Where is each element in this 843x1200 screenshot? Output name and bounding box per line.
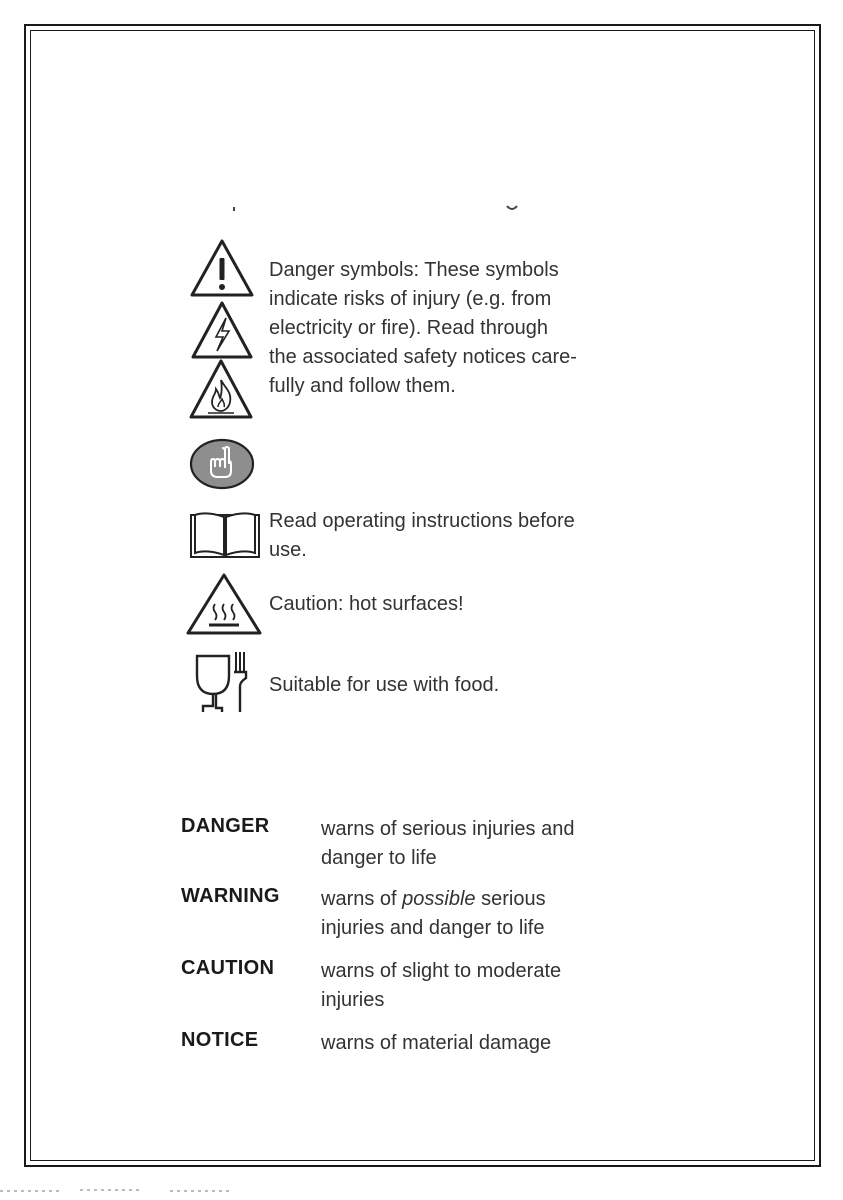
hot-surface-icon [185,572,263,636]
text-line: the associated safety notices care- [269,346,577,368]
scan-artifact [0,1182,300,1192]
text-line: injuries [321,989,385,1011]
cutoff-fragment [232,203,236,213]
book-icon [189,509,261,559]
text-line: use. [269,539,307,561]
text-line: danger to life [321,847,437,869]
fire-hazard-icon [188,358,254,420]
text-line: warns of material damage [321,1032,552,1054]
text-line: electricity or fire). Read through [269,317,549,339]
signal-desc-warning [321,885,651,943]
text-line: fully and follow them. [269,375,456,397]
signal-label-caution: CAUTION [181,957,275,979]
text-line: indicate risks of injury (e.g. from [269,288,552,310]
cutoff-fragment [506,203,510,213]
signal-label-danger: DANGER [181,815,270,837]
note-hand-icon [189,438,255,490]
signal-desc-danger [321,815,651,873]
electric-hazard-icon [190,300,254,360]
manual-description [269,507,575,565]
text-line: warns of possible serious [321,888,546,910]
text-line: Danger symbols: These symbols [269,259,559,281]
food-safe-description: Suitable for use with food. [269,674,500,696]
signal-desc-notice [321,1029,651,1058]
warning-triangle-icon [189,238,255,298]
text-line: Read operating instructions before [269,510,575,532]
signal-label-notice: NOTICE [181,1029,259,1051]
danger-symbols-description [269,256,577,401]
food-safe-icon [192,650,248,714]
signal-label-warning: WARNING [181,885,280,907]
signal-desc-caution [321,957,651,1015]
text-line: warns of slight to moderate [321,960,562,982]
text-line: injuries and danger to life [321,917,545,939]
hot-surface-description: Caution: hot surfaces! [269,593,464,615]
text-line: warns of serious injuries and [321,818,575,840]
